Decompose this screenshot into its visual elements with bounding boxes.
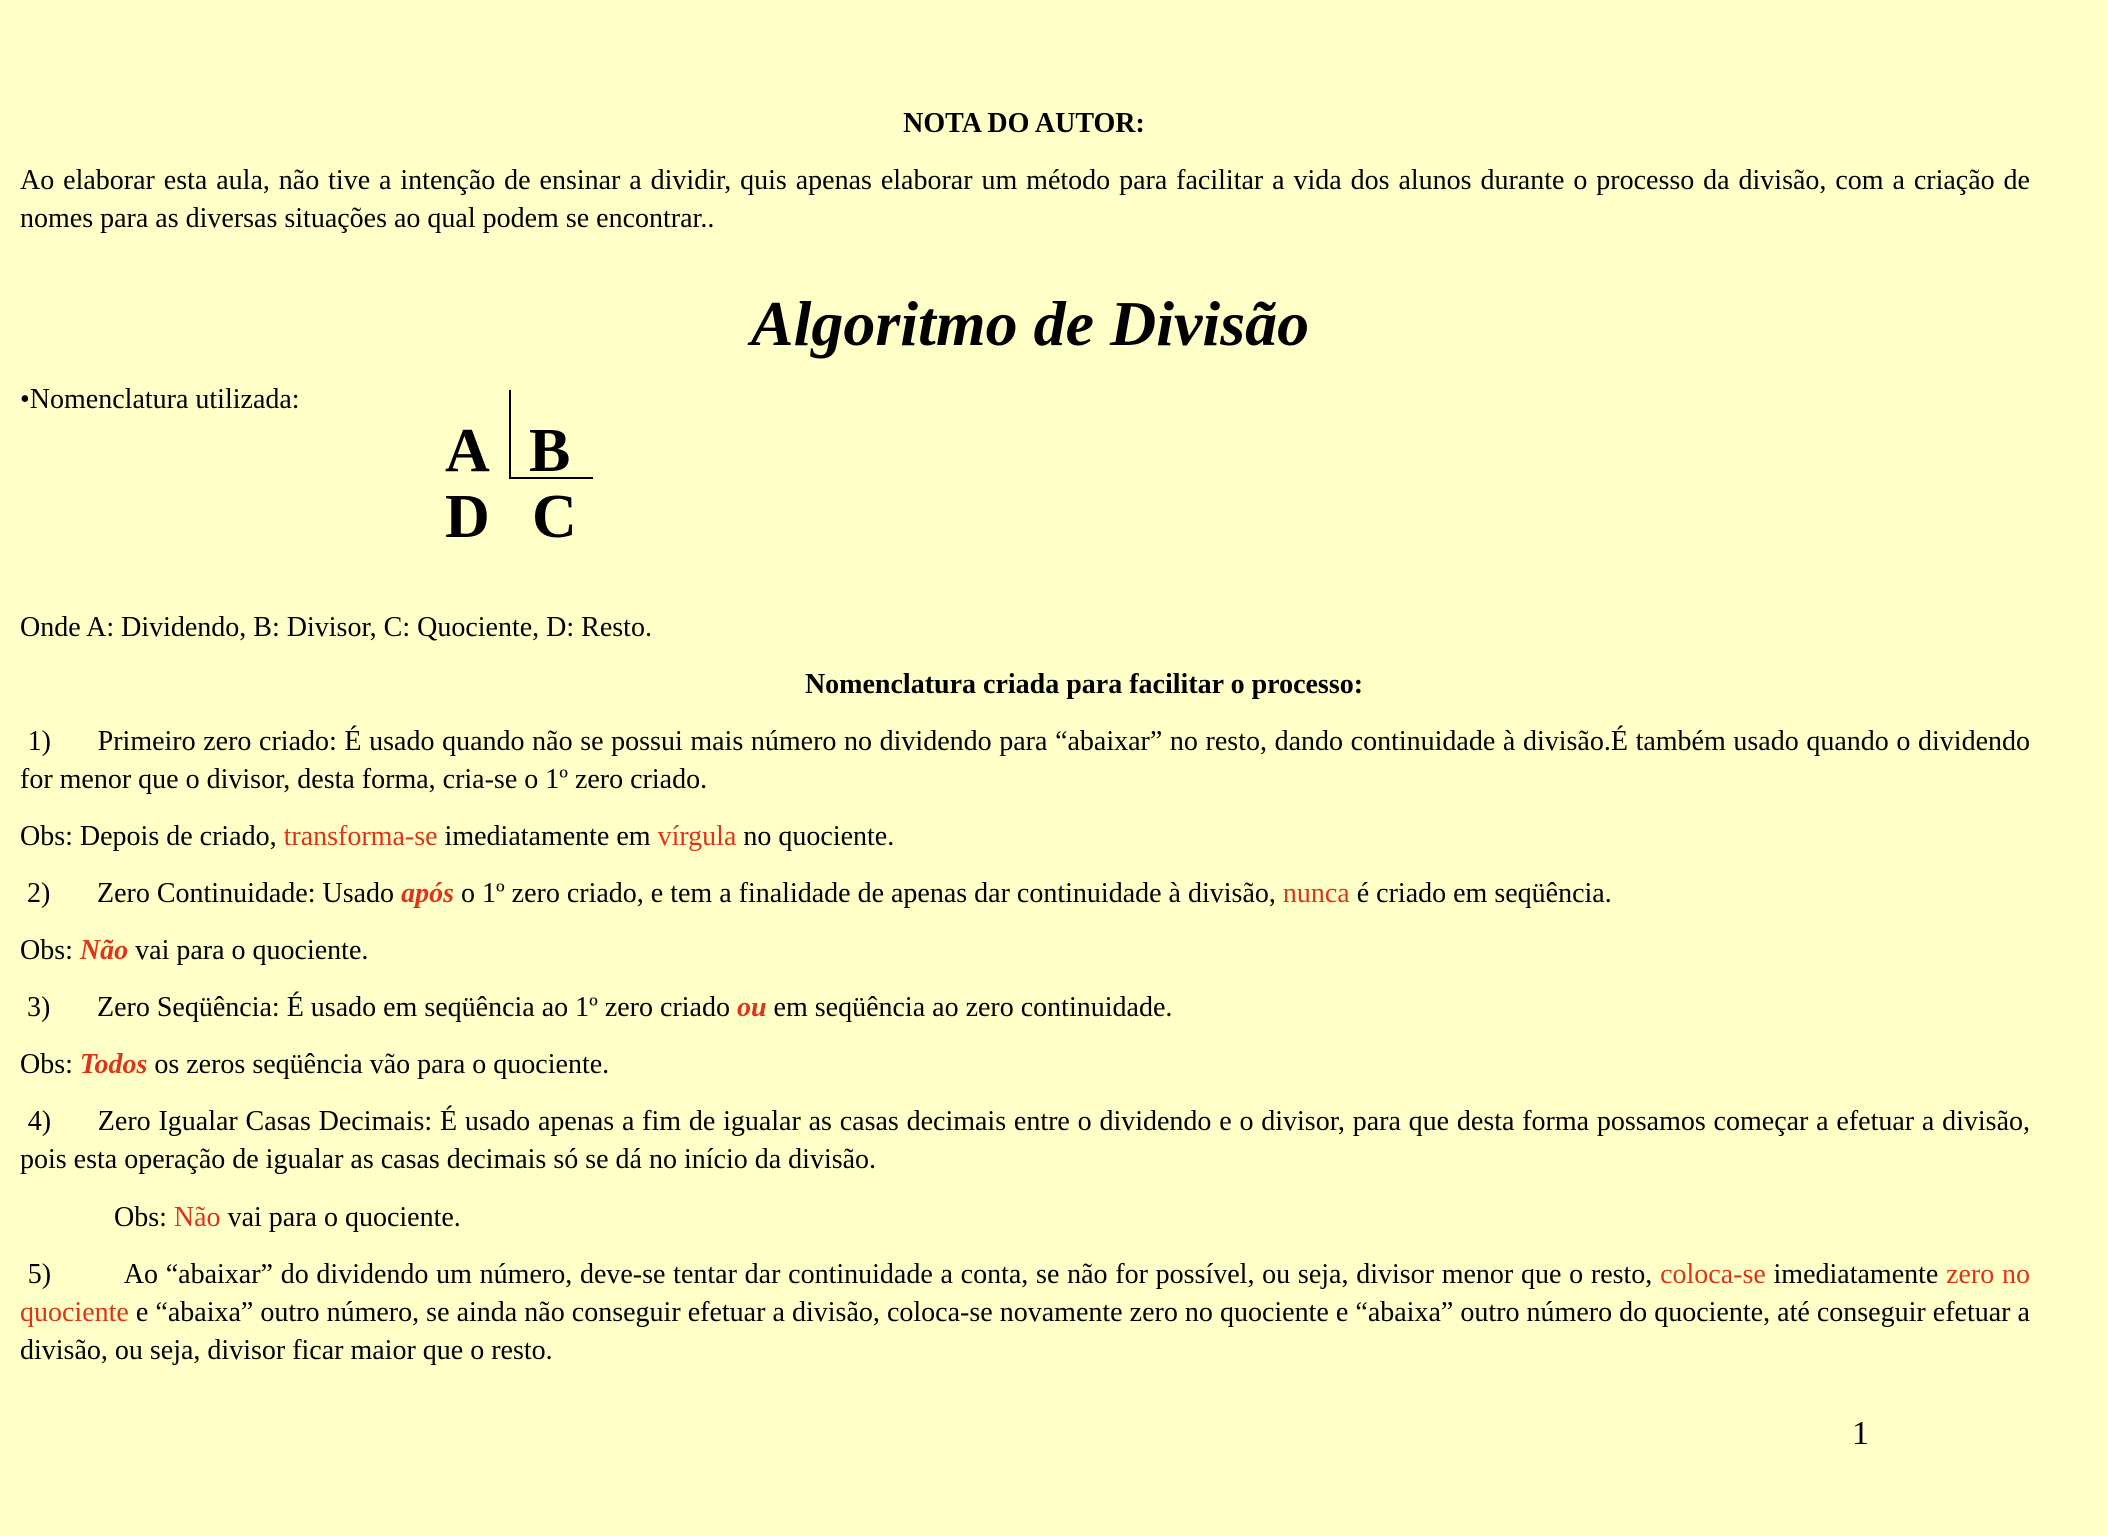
legend-text: Onde A: Dividendo, B: Divisor, C: Quociente, D: Resto. <box>20 612 652 643</box>
item-text: Zero Continuidade: Usado <box>97 878 402 909</box>
highlight-text: Não <box>173 1202 221 1233</box>
item-1 <box>20 723 2030 799</box>
item-4 <box>20 1103 2030 1179</box>
remainder-letter: D <box>445 483 490 551</box>
item-text: Ao “abaixar” do dividendo um número, deve-se tentar dar continuidade a conta, se não for possível, ou seja, divisor menor que o resto, <box>123 1259 1661 1290</box>
note-text: Ao elaborar esta aula, não tive a intenção de ensinar a dividir, quis apenas elaborar um método para facilitar a vida dos alunos durante o processo da divisão, com a criação de nomes para as diversas situações ao qual podem se encontrar.. <box>20 165 2030 234</box>
obs-text: Obs: Depois de criado, <box>20 821 284 852</box>
obs-text: vai para o quociente. <box>220 1202 461 1233</box>
obs-text: vai para o quociente. <box>128 935 369 966</box>
item-3-obs <box>20 1046 609 1084</box>
item-text: Primeiro zero criado: É usado quando não se possui mais número no dividendo para “abaixar” no resto, dando continuidade à divisão.É também usado quando o dividendo for menor que o divisor, desta forma, cria-se o 1º zero criado. <box>20 726 2031 795</box>
item-text: é criado em seqüência. <box>1349 878 1612 909</box>
highlight-text: zero no quociente <box>20 1259 2030 1328</box>
obs-text: Obs: <box>20 1049 80 1080</box>
item-5 <box>20 1256 2030 1370</box>
item-number: 2) <box>27 878 51 909</box>
obs-text: Obs: <box>20 935 80 966</box>
subheading: Nomenclatura criada para facilitar o processo: <box>804 669 1364 700</box>
item-number: 4) <box>27 1106 52 1137</box>
highlight-text: após <box>401 878 454 909</box>
obs-text: Obs: <box>114 1202 174 1233</box>
item-number: 5) <box>27 1259 52 1290</box>
highlight-text: transforma-se <box>283 821 438 852</box>
quotient-letter: C <box>532 483 577 551</box>
highlight-text: vírgula <box>657 821 737 852</box>
page-number: 1 <box>1852 1415 1869 1452</box>
highlight-text: Todos <box>79 1049 148 1080</box>
page-title: Algoritmo de Divisão <box>750 288 1310 359</box>
obs-text: imediatamente em <box>437 821 658 852</box>
dividend-letter: A <box>445 417 490 485</box>
item-number: 3) <box>27 992 51 1023</box>
highlight-text: coloca-se <box>1660 1259 1766 1290</box>
highlight-text: Não <box>79 935 129 966</box>
item-3 <box>20 989 1172 1027</box>
highlight-text: nunca <box>1282 878 1350 909</box>
item-1-obs <box>20 818 894 856</box>
item-text: em seqüência ao zero continuidade. <box>766 992 1173 1023</box>
item-4-obs <box>114 1199 461 1237</box>
division-diagram <box>445 390 675 570</box>
item-text: Zero Seqüência: É usado em seqüência ao 1º zero criado <box>97 992 737 1023</box>
note-heading: NOTA DO AUTOR: <box>903 108 1145 139</box>
item-2-obs <box>20 932 368 970</box>
highlight-text: ou <box>736 992 767 1023</box>
item-text: o 1º zero criado, e tem a finalidade de apenas dar continuidade à divisão, <box>453 878 1283 909</box>
item-text: e “abaixa” outro número, se ainda não conseguir efetuar a divisão, coloca-se novamente zero no quociente e “abaixa” outro número do quociente, até conseguir efetuar a divisão, ou seja, divisor ficar maior que o resto. <box>20 1297 2030 1366</box>
item-2 <box>20 875 1612 913</box>
obs-text: no quociente. <box>736 821 895 852</box>
item-text: Zero Igualar Casas Decimais: É usado apenas a fim de igualar as casas decimais entre o dividendo e o divisor, para que desta forma possamos começar a efetuar a divisão, pois esta operação de igualar as casas decimais só se dá no início da divisão. <box>20 1106 2030 1175</box>
divisor-letter: B <box>529 417 571 485</box>
division-vertical-line <box>509 390 511 478</box>
item-number: 1) <box>27 726 51 757</box>
item-text: imediatamente <box>1765 1259 1947 1290</box>
obs-text: os zeros seqüência vão para o quociente. <box>147 1049 610 1080</box>
nomenclature-label: •Nomenclatura utilizada: <box>20 384 300 415</box>
